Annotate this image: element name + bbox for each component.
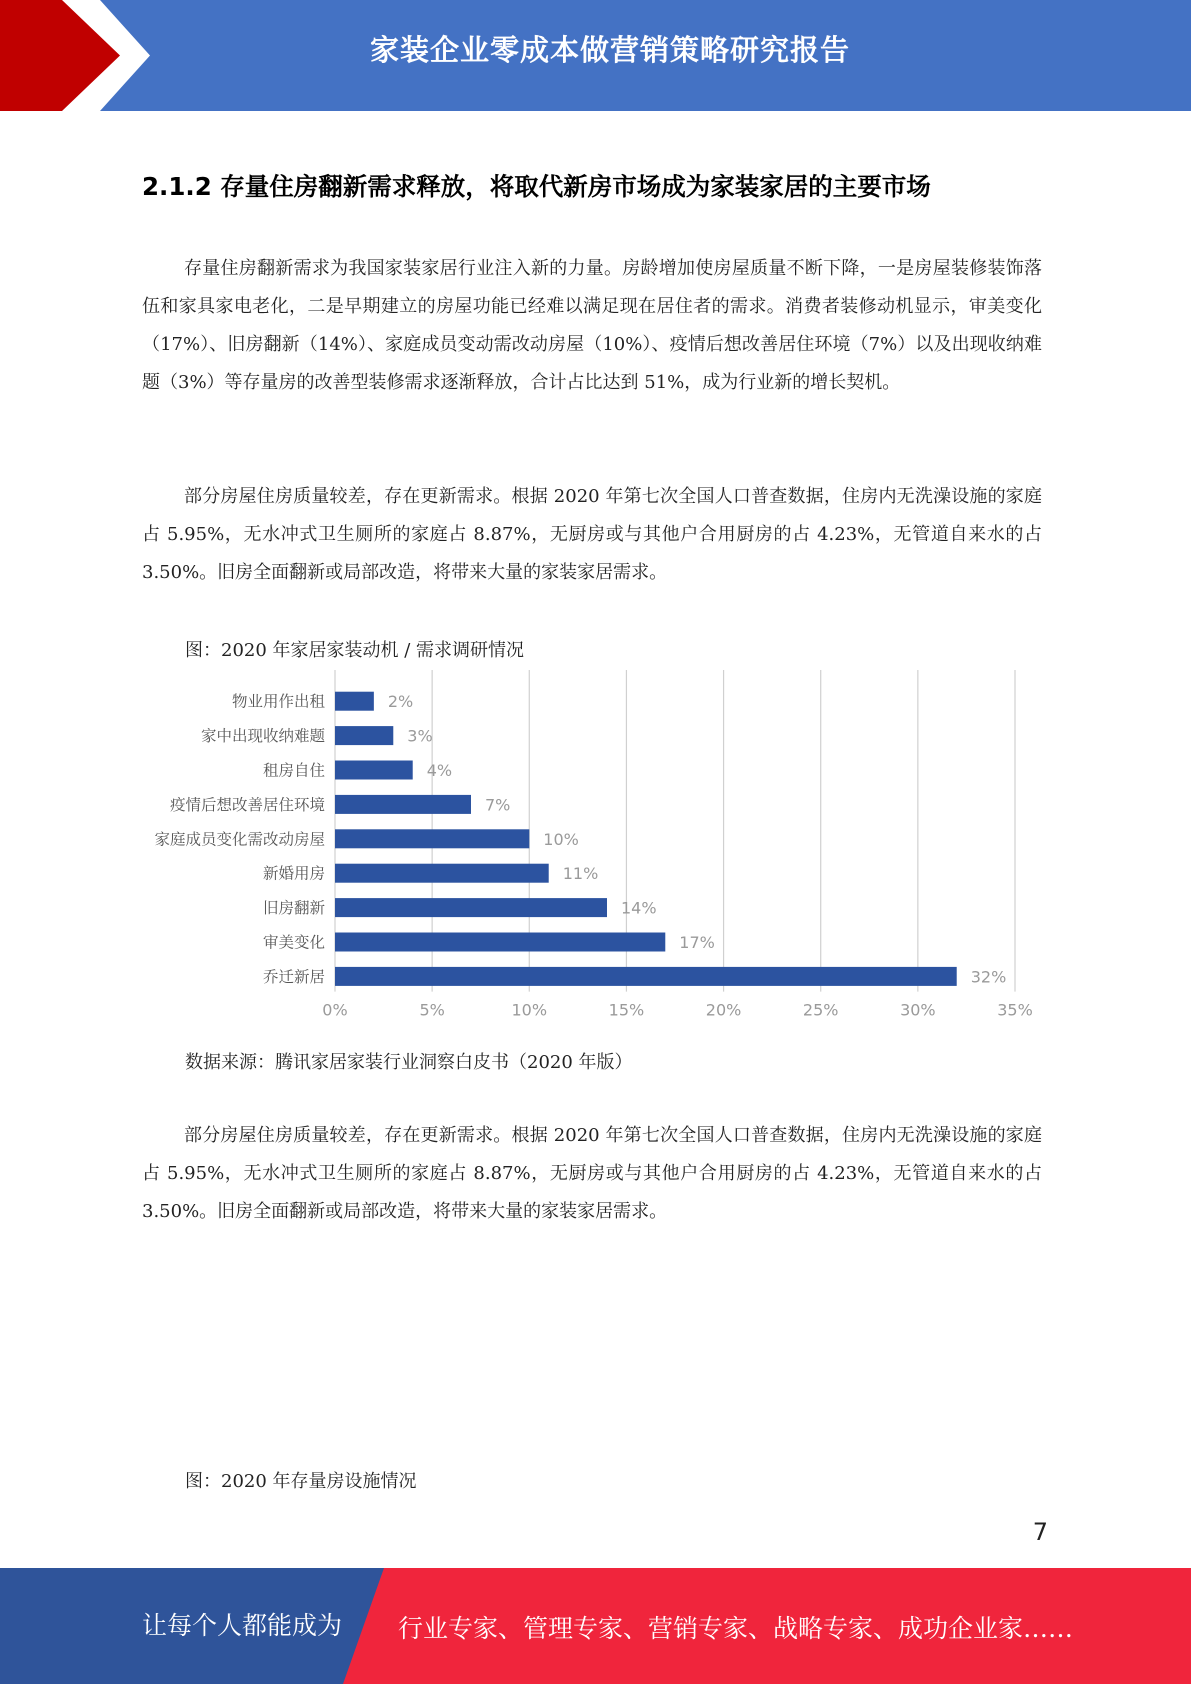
footer-slogan-right: 行业专家、管理专家、营销专家、战略专家、成功企业家……	[398, 1614, 1074, 1643]
category-label: 疫情后想改善居住环境	[169, 795, 325, 814]
x-tick-label: 25%	[802, 1000, 839, 1020]
bar	[335, 933, 665, 952]
report-title: 家装企业零成本做营销策略研究报告	[369, 33, 850, 67]
category-label: 审美变化	[262, 933, 325, 952]
bar	[335, 795, 471, 814]
category-label: 新婚用房	[262, 864, 325, 883]
data-label: 11%	[562, 864, 599, 884]
category-label: 家中出现收纳难题	[200, 727, 325, 746]
figure-1-caption: 图：2020 年家居家装动机 / 需求调研情况	[185, 640, 525, 661]
footer-slogan-left: 让每个人都能成为	[142, 1611, 343, 1640]
data-label: 17%	[679, 933, 715, 952]
data-label: 32%	[970, 967, 1007, 987]
data-label: 2%	[387, 692, 414, 712]
section-heading: 2.1.2 存量住房翻新需求释放，将取代新房市场成为家装家居的主要市场	[142, 172, 931, 201]
bar	[335, 898, 607, 917]
bar	[335, 761, 413, 780]
bar	[335, 829, 529, 848]
paragraph-1: 存量住房翻新需求为我国家装家居行业注入新的力量。房龄增加使房屋质量不断下降，一是房屋装修装饰落伍和家具家电老化，二是早期建立的房屋功能已经难以满足现在居住者的需求。消费者装修动机显示，审美变化（17%）、旧房翻新（14%）、家庭成员变动需改动房屋（10%）、疫情后想改善居住环境（7%）以及出现收纳难题（3%）等存量房的改善型装修需求逐渐释放，合计占比达到 51%，成为行业新的增长契机。	[142, 258, 1042, 393]
figure-1-source: 数据来源：腾讯家居家装行业洞察白皮书（2020 年版）	[185, 1052, 633, 1073]
x-tick-label: 20%	[705, 1000, 742, 1020]
figure-2-caption: 图：2020 年存量房设施情况	[185, 1471, 417, 1492]
data-label: 14%	[621, 898, 657, 918]
x-tick-label: 35%	[997, 1000, 1033, 1020]
category-label: 物业用作出租	[231, 692, 325, 711]
x-tick-label: 10%	[511, 1000, 548, 1020]
x-tick-label: 15%	[608, 1000, 645, 1020]
data-label: 10%	[543, 829, 579, 849]
category-label: 家庭成员变化需改动房屋	[154, 830, 325, 849]
bar	[335, 726, 393, 745]
data-label: 3%	[407, 726, 433, 746]
data-label: 7%	[485, 795, 511, 815]
motivation-bar-chart	[140, 670, 1040, 1030]
data-label: 4%	[426, 761, 453, 780]
x-tick-label: 0%	[322, 1000, 348, 1020]
category-label: 乔迁新居	[262, 967, 325, 986]
category-label: 旧房翻新	[262, 899, 325, 918]
bar	[335, 864, 549, 883]
x-tick-label: 30%	[900, 1000, 936, 1020]
bar	[335, 967, 957, 986]
x-tick-label: 5%	[419, 1000, 445, 1020]
page-number: 7	[1032, 1518, 1048, 1546]
header-bar	[0, 0, 1191, 111]
bar	[335, 692, 374, 711]
category-label: 租房自住	[262, 761, 325, 780]
paragraph-3: 部分房屋住房质量较差，存在更新需求。根据 2020 年第七次全国人口普查数据，住房内无洗澡设施的家庭占 5.95%，无水冲式卫生厕所的家庭占 8.87%，无厨房或与其他户合用厨房的占 4.23%，无管道自来水的占 3.50%。旧房全面翻新或局部改造，将带来大量的家装家居需求。	[142, 1125, 1042, 1222]
footer-banner	[0, 1568, 1191, 1684]
paragraph-2: 部分房屋住房质量较差，存在更新需求。根据 2020 年第七次全国人口普查数据，住房内无洗澡设施的家庭占 5.95%，无水冲式卫生厕所的家庭占 8.87%，无厨房或与其他户合用厨房的占 4.23%，无管道自来水的占 3.50%。旧房全面翻新或局部改造，将带来大量的家装家居需求。	[142, 486, 1042, 583]
